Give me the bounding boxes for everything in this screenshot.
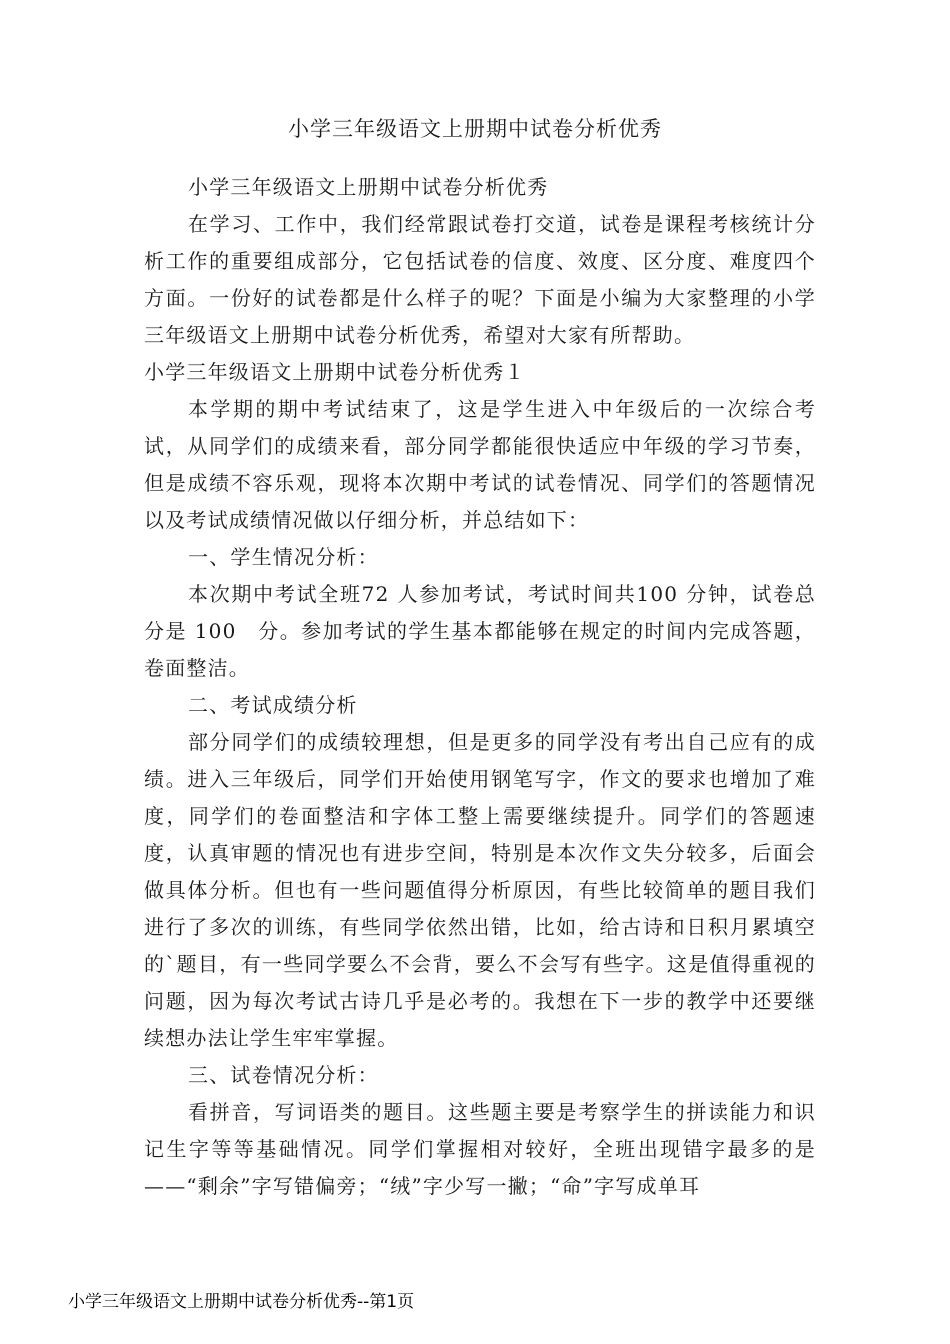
document-body [144,169,816,1205]
document-title: 小学三年级语文上册期中试卷分析优秀 [288,117,662,141]
paragraph: 小学三年级语文上册期中试卷分析优秀 [188,175,549,199]
section-heading: 二、考试成绩分析 [188,693,358,717]
paragraph: 看拼音，写词语类的题目。这些题主要是考察学生的拼读能力和识记生字等等基础情况。同学们掌握相对较好，全班出现错字最多的是——“剩余”字写错偏旁；“绒”字少写一撇；“命”字写成单耳 [144,1100,816,1198]
paragraph: 本次期中考试全班72 人参加考试，考试时间共100 分钟，试卷总分是 100 分。参加考试的学生基本都能够在规定的时间内完成答题，卷面整洁。 [144,582,816,680]
paragraph: 在学习、工作中，我们经常跟试卷打交道，试卷是课程考核统计分析工作的重要组成部分，它包括试卷的信度、效度、区分度、难度四个方面。一份好的试卷都是什么样子的呢？下面是小编为大家整理的小学三年级语文上册期中试卷分析优秀，希望对大家有所帮助。 [144,212,816,347]
paragraph: 部分同学们的成绩较理想，但是更多的同学没有考出自己应有的成绩。进入三年级后，同学们开始使用钢笔写字，作文的要求也增加了难度，同学们的卷面整洁和字体工整上需要继续提升。同学们的答题速度，认真审题的情况也有进步空间，特别是本次作文失分较多，后面会做具体分析。但也有一些问题值得分析原因，有些比较简单的题目我们进行了多次的训练，有些同学依然出错，比如，给古诗和日积月累填空的`题目，有一些同学要么不会背，要么不会写有些字。这是值得重视的问题，因为每次考试古诗几乎是必考的。我想在下一步的教学中还要继续想办法让学生牢牢掌握。 [144,730,816,1050]
page-footer: 小学三年级语文上册期中试卷分析优秀--第1页 [68,1292,415,1312]
paragraph: 本学期的期中考试结束了，这是学生进入中年级后的一次综合考试，从同学们的成绩来看，部分同学都能很快适应中年级的学习节奏，但是成绩不容乐观，现将本次期中考试的试卷情况、同学们的答题情况以及考试成绩情况做以仔细分析，并总结如下： [144,397,816,532]
section-heading: 三、试卷情况分析： [188,1063,379,1087]
section-heading: 一、学生情况分析： [188,545,379,569]
paragraph: 小学三年级语文上册期中试卷分析优秀１ [144,360,526,384]
